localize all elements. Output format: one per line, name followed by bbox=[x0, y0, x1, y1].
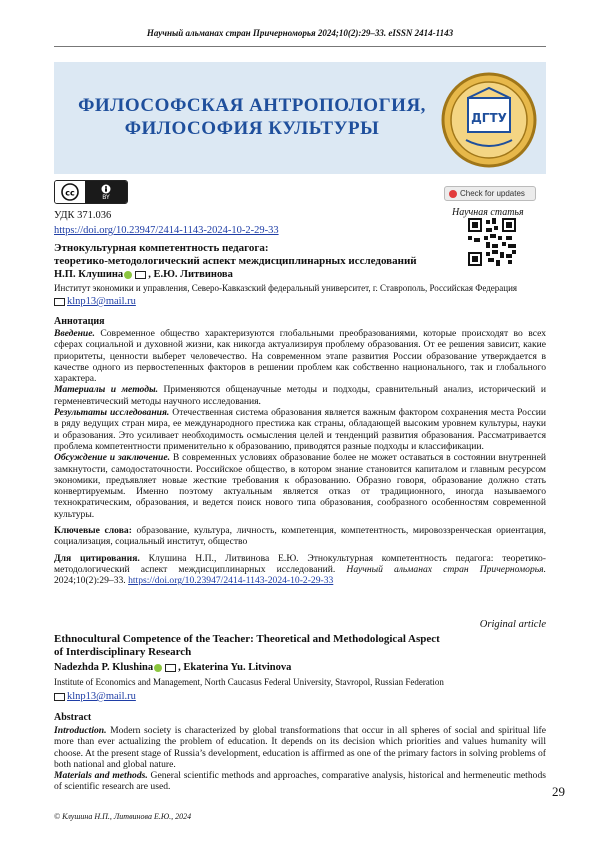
cc-icon bbox=[55, 181, 85, 203]
cc-license-badge[interactable] bbox=[54, 180, 128, 204]
citation-text-ru: Клушина Н.П., Литвинова Е.Ю. Этнокультурная компетентность педагога: теоретико-методологический аспект междисциплинарных исследований. bbox=[54, 552, 546, 575]
journal-header: Научный альманах стран Причерноморья 2024;10(2):29–33. eISSN 2414-1143 bbox=[146, 28, 454, 38]
citation-journal-ru: Научный альманах стран Причерноморья. bbox=[346, 563, 546, 575]
email-ru bbox=[54, 296, 136, 307]
keywords-ru bbox=[54, 525, 546, 548]
keywords-label-ru: Ключевые слова: bbox=[54, 525, 132, 537]
keywords-text-ru: образование, культура, личность, компетенция, компетентность, мировоззренческая ориентация, социализация, социальный институт, общество bbox=[54, 525, 546, 548]
author-ru-1: Н.П. Клушина bbox=[54, 269, 124, 280]
emblem-text: ДГТУ bbox=[471, 111, 507, 125]
title-en-line2: of Interdisciplinary Research bbox=[54, 646, 192, 658]
check-for-updates-label: Check for updates bbox=[460, 189, 525, 198]
page-number: 29 bbox=[552, 784, 565, 799]
abstract-ru-discussion bbox=[54, 452, 546, 520]
section-title-line1: ФИЛОСОФСКАЯ АНТРОПОЛОГИЯ, bbox=[78, 95, 426, 116]
abstract-en-methods bbox=[54, 770, 546, 793]
article-type-en: Original article bbox=[479, 619, 546, 630]
doi-link[interactable]: https://doi.org/10.23947/2414-1143-2024-10-2-29-33 bbox=[54, 225, 279, 236]
methods-label-en: Materials and methods. bbox=[54, 770, 148, 782]
citation-doi-link[interactable]: https://doi.org/10.23947/2414-1143-2024-10-2-29-33 bbox=[128, 575, 334, 587]
check-for-updates-button[interactable] bbox=[444, 186, 536, 201]
email-en bbox=[54, 691, 136, 702]
title-ru-line2: теоретико-методологический аспект междисциплинарных исследований bbox=[54, 255, 417, 267]
envelope-icon bbox=[135, 271, 146, 279]
abstract-en bbox=[54, 725, 546, 793]
section-title bbox=[72, 94, 432, 140]
crossmark-icon bbox=[449, 190, 457, 198]
abstract-ru-methods bbox=[54, 384, 546, 407]
envelope-icon bbox=[165, 664, 176, 672]
author-ru-2: , Е.Ю. Литвинова bbox=[148, 269, 233, 280]
abstract-ru bbox=[54, 328, 546, 587]
abstract-en-intro bbox=[54, 725, 546, 770]
citation-ru bbox=[54, 553, 546, 587]
affiliation-ru: Институт экономики и управления, Северо-Кавказский федеральный университет, г. Ставрополь, Российская Федерация bbox=[54, 283, 518, 293]
qr-code bbox=[468, 218, 516, 266]
title-ru-line1: Этнокультурная компетентность педагога: bbox=[54, 242, 269, 254]
title-en bbox=[54, 633, 440, 659]
article-type-ru: Научная статья bbox=[452, 207, 524, 218]
results-text-ru: Отечественная система образования является важным фактором сохранения места России в ряду ведущих стран мира, ее международного престижа как страны, обладающей высоким уровнем культуры, науки и образования. Это усиливает необходимость осмысления целей и тенденций развития образования. Рассматривается проблема компетентности применительно к образованию, приводятся разные подходы и классификации. bbox=[54, 407, 546, 452]
cc-by-section bbox=[85, 181, 127, 203]
intro-text-en: Modern society is characterized by global transformations that occur in all spheres of social and spiritual life more than ever actualizing the problem of education. It depends on its decision which priorities and values humanity will choose. At the present stage of Russia’s development, education is affirmed as one of the primary factors in solving problems of both national and global nature. bbox=[54, 725, 546, 770]
authors-en bbox=[54, 662, 291, 673]
envelope-icon bbox=[54, 298, 65, 306]
university-emblem bbox=[438, 70, 540, 170]
email-link-en[interactable]: klnp13@mail.ru bbox=[67, 691, 136, 702]
results-label-ru: Результаты исследования. bbox=[54, 407, 170, 419]
intro-label-en: Introduction. bbox=[54, 725, 107, 736]
abstract-ru-intro bbox=[54, 328, 546, 384]
header-divider bbox=[54, 46, 546, 47]
discussion-text-ru: В современных условиях образование более не может оставаться в состоянии внутренней замкнутости, самодостаточности. Российское общество, в котором знание становится капиталом и главным ресурсом экономики, предъявляет новые жесткие требования к образованию. Образно говоря, образование должно стать конвертируемым. Именно поэтому актуальным является отказ от традиционного, иногда называемого технократическим, образования, и ведется поиск нового типа образования, сообразного особенностям современной культуры. bbox=[54, 452, 547, 520]
envelope-icon bbox=[54, 693, 65, 701]
methods-text-en: General scientific methods and approaches, comparative analysis, historical and hermeneutic methods of scientific research are used. bbox=[54, 770, 546, 793]
copyright: © Клушина Н.П., Литвинова Е.Ю., 2024 bbox=[54, 812, 192, 821]
abstract-ru-results bbox=[54, 407, 546, 452]
orcid-icon[interactable] bbox=[154, 664, 162, 672]
abstract-heading-en: Abstract bbox=[54, 712, 92, 723]
title-ru bbox=[54, 242, 417, 268]
affiliation-en: Institute of Economics and Management, North Caucasus Federal University, Stavropol, Russian Federation bbox=[54, 677, 444, 687]
methods-label-ru: Материалы и методы. bbox=[54, 384, 159, 396]
cc-by-label: BY bbox=[102, 193, 110, 201]
citation-label-ru: Для цитирования. bbox=[54, 552, 140, 564]
author-en-2: , Ekaterina Yu. Litvinova bbox=[178, 662, 292, 673]
discussion-label-ru: Обсуждение и заключение. bbox=[54, 452, 170, 464]
authors-ru bbox=[54, 269, 233, 280]
orcid-icon[interactable] bbox=[124, 271, 132, 279]
title-en-line1: Ethnocultural Competence of the Teacher: Theoretical and Methodological Aspect bbox=[54, 633, 440, 645]
methods-text-ru: Применяются общенаучные методы и подходы, сравнительный анализ, исторический и герменевтический методы научного исследования. bbox=[54, 384, 547, 407]
person-icon bbox=[101, 184, 111, 194]
intro-label-ru: Введение. bbox=[54, 328, 95, 339]
udc: УДК 371.036 bbox=[54, 210, 112, 221]
email-link-ru[interactable]: klnp13@mail.ru bbox=[67, 296, 136, 307]
svg-text:cc: cc bbox=[65, 188, 75, 198]
section-title-line2: ФИЛОСОФИЯ КУЛЬТУРЫ bbox=[124, 118, 380, 139]
intro-text-ru: Современное общество характеризуются глобальными преобразованиями, которые происходят во всех сферах социальной и духовной жизни, как никогда актуализируя проблему образования. От ее решения зависит, какие приоритеты, ценности выберет человечество. На современном этапе развития России образование утверждается в качестве одного из первостепенных факторов в решении проблем как собственно национального, так и глобального характера. bbox=[54, 328, 546, 385]
abstract-heading-ru: Аннотация bbox=[54, 316, 105, 327]
citation-tail-ru: 2024;10(2):29–33. bbox=[54, 575, 129, 587]
author-en-1: Nadezhda P. Klushina bbox=[54, 662, 154, 673]
